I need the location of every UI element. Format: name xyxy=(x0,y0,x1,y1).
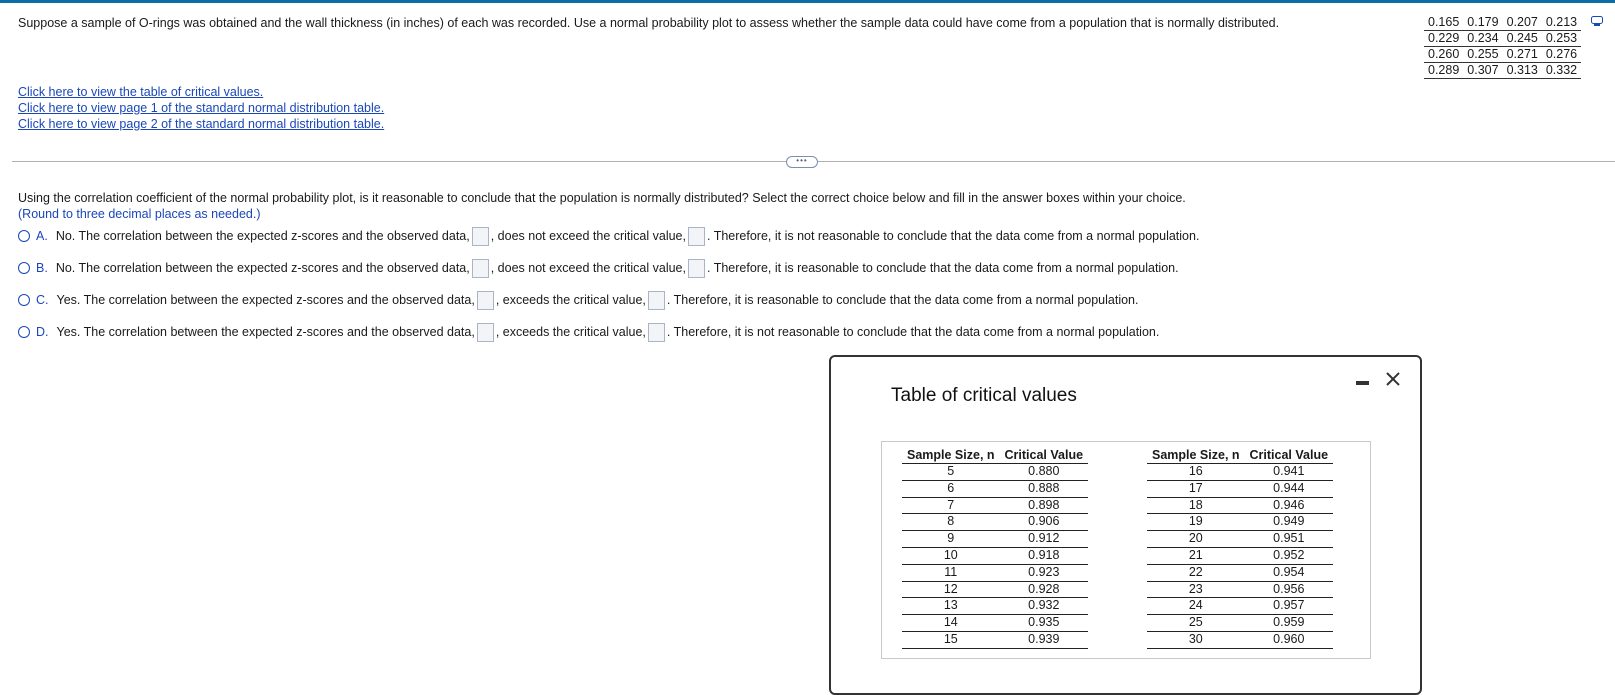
critical-values-dialog xyxy=(829,355,1422,695)
critical-value-cell: 0.928 xyxy=(1000,581,1089,598)
radio-button[interactable] xyxy=(18,294,30,306)
sample-data-cell: 0.271 xyxy=(1503,47,1542,63)
sample-size-cell: 13 xyxy=(902,598,1000,615)
critical-value-cell: 0.956 xyxy=(1245,581,1334,598)
choice-letter: D. xyxy=(36,325,49,339)
instruction-text: Using the correlation coefficient of the normal probability plot, is it reasonable to conclude that the population is normally distributed? Select the correct choice below and fill in the answer boxes within your choice. xyxy=(18,191,1186,205)
correlation-answer-box[interactable] xyxy=(472,227,489,246)
critical-value-cell: 0.932 xyxy=(1000,598,1089,615)
sample-data-table xyxy=(1424,15,1581,79)
rounding-note: (Round to three decimal places as needed.) xyxy=(18,207,261,221)
critical-value-cell: 0.960 xyxy=(1245,631,1334,648)
sample-size-cell: 30 xyxy=(1147,631,1245,648)
sample-data-cell: 0.179 xyxy=(1463,15,1502,31)
critical-value-row xyxy=(1147,531,1333,548)
radio-button[interactable] xyxy=(18,262,30,274)
critical-value-cell: 0.957 xyxy=(1245,598,1334,615)
critical-value-row xyxy=(902,564,1088,581)
sample-size-cell: 11 xyxy=(902,564,1000,581)
critical-value-row xyxy=(902,615,1088,632)
choice-text-part3: . Therefore, it is not reasonable to conclude that the data come from a normal population. xyxy=(707,229,1200,243)
sample-size-cell: 23 xyxy=(1147,581,1245,598)
header-sample-size: Sample Size, n xyxy=(902,447,1000,464)
normal-table-page2-link[interactable]: Click here to view page 2 of the standard normal distribution table. xyxy=(18,117,385,131)
sample-size-cell: 18 xyxy=(1147,497,1245,514)
critical-value-answer-box[interactable] xyxy=(648,323,665,342)
critical-value-cell: 0.959 xyxy=(1245,615,1334,632)
choice-letter: A. xyxy=(36,229,48,243)
sample-size-cell: 14 xyxy=(902,615,1000,632)
critical-value-row xyxy=(1147,564,1333,581)
critical-value-row xyxy=(902,497,1088,514)
critical-value-cell: 0.951 xyxy=(1245,531,1334,548)
help-links xyxy=(18,84,384,132)
critical-values-table-right xyxy=(1147,447,1333,649)
critical-value-cell: 0.880 xyxy=(1000,464,1089,481)
critical-value-row xyxy=(1147,464,1333,481)
choice-c[interactable] xyxy=(18,290,1138,310)
close-icon[interactable] xyxy=(1381,367,1405,391)
critical-value-row xyxy=(1147,581,1333,598)
choice-text-part2: , exceeds the critical value, xyxy=(495,325,646,339)
minimize-icon[interactable] xyxy=(1356,381,1369,385)
normal-table-page1-link[interactable]: Click here to view page 1 of the standard normal distribution table. xyxy=(18,101,385,115)
sample-size-cell: 17 xyxy=(1147,480,1245,497)
sample-size-cell: 10 xyxy=(902,547,1000,564)
instructions xyxy=(18,190,1186,222)
top-accent-bar xyxy=(0,0,1615,3)
radio-button[interactable] xyxy=(18,230,30,242)
sample-size-cell: 9 xyxy=(902,531,1000,548)
critical-values-panel xyxy=(881,441,1371,659)
critical-value-cell: 0.935 xyxy=(1000,615,1089,632)
choice-text-part1: Yes. The correlation between the expected z-scores and the observed data, xyxy=(56,325,475,339)
choice-text-part1: Yes. The correlation between the expected z-scores and the observed data, xyxy=(56,293,475,307)
critical-value-row xyxy=(902,547,1088,564)
sample-data-cell: 0.307 xyxy=(1463,63,1502,79)
sample-size-cell: 8 xyxy=(902,514,1000,531)
sample-data-row xyxy=(1424,63,1581,79)
sample-data-cell: 0.332 xyxy=(1542,63,1581,79)
choice-b[interactable] xyxy=(18,258,1179,278)
critical-value-cell: 0.923 xyxy=(1000,564,1089,581)
critical-value-cell: 0.898 xyxy=(1000,497,1089,514)
choice-text-part1: No. The correlation between the expected z-scores and the observed data, xyxy=(55,229,470,243)
critical-value-cell: 0.944 xyxy=(1245,480,1334,497)
critical-value-row xyxy=(1147,598,1333,615)
sample-data-row xyxy=(1424,15,1581,31)
sample-size-cell: 25 xyxy=(1147,615,1245,632)
sample-data-cell: 0.229 xyxy=(1424,31,1463,47)
question-text: Suppose a sample of O-rings was obtained and the wall thickness (in inches) of each was recorded. Use a normal probability plot to assess whether the sample data could have come from a population that is normally distributed. xyxy=(18,16,1280,30)
sample-size-cell: 16 xyxy=(1147,464,1245,481)
choice-text-part2: , does not exceed the critical value, xyxy=(490,229,686,243)
choice-text-part2: , exceeds the critical value, xyxy=(495,293,646,307)
sample-size-cell: 12 xyxy=(902,581,1000,598)
critical-value-cell: 0.912 xyxy=(1000,531,1089,548)
critical-value-row xyxy=(902,581,1088,598)
critical-value-row xyxy=(1147,615,1333,632)
choice-text-part1: No. The correlation between the expected z-scores and the observed data, xyxy=(55,261,470,275)
sample-data-cell: 0.313 xyxy=(1503,63,1542,79)
critical-value-cell: 0.888 xyxy=(1000,480,1089,497)
critical-value-answer-box[interactable] xyxy=(648,291,665,310)
sample-data-cell: 0.253 xyxy=(1542,31,1581,47)
critical-value-row xyxy=(1147,497,1333,514)
critical-value-row xyxy=(1147,480,1333,497)
expand-handle[interactable]: ••• xyxy=(786,156,818,168)
critical-value-row xyxy=(902,514,1088,531)
critical-value-row xyxy=(902,631,1088,648)
header-sample-size: Sample Size, n xyxy=(1147,447,1245,464)
sample-data-cell: 0.245 xyxy=(1503,31,1542,47)
choice-text-part3: . Therefore, it is reasonable to conclude that the data come from a normal population. xyxy=(666,293,1139,307)
choice-letter: B. xyxy=(36,261,48,275)
correlation-answer-box[interactable] xyxy=(477,323,494,342)
critical-value-row xyxy=(902,531,1088,548)
radio-button[interactable] xyxy=(18,326,30,338)
critical-values-link[interactable]: Click here to view the table of critical values. xyxy=(18,85,264,99)
sample-size-cell: 22 xyxy=(1147,564,1245,581)
sample-size-cell: 5 xyxy=(902,464,1000,481)
sample-data-cell: 0.207 xyxy=(1503,15,1542,31)
copy-data-icon[interactable] xyxy=(1591,16,1603,27)
critical-value-row xyxy=(1147,547,1333,564)
critical-value-row xyxy=(1147,631,1333,648)
critical-value-cell: 0.918 xyxy=(1000,547,1089,564)
sample-data-cell: 0.234 xyxy=(1463,31,1502,47)
sample-size-cell: 15 xyxy=(902,631,1000,648)
choice-d[interactable] xyxy=(18,322,1159,342)
correlation-answer-box[interactable] xyxy=(477,291,494,310)
critical-value-answer-box[interactable] xyxy=(688,259,705,278)
choice-letter: C. xyxy=(36,293,49,307)
choice-text-part3: . Therefore, it is not reasonable to conclude that the data come from a normal population. xyxy=(666,325,1160,339)
sample-data-cell: 0.276 xyxy=(1542,47,1581,63)
sample-size-cell: 24 xyxy=(1147,598,1245,615)
choice-text-part3: . Therefore, it is reasonable to conclude that the data come from a normal population. xyxy=(707,261,1179,275)
critical-value-cell: 0.949 xyxy=(1245,514,1334,531)
header-critical-value: Critical Value xyxy=(1000,447,1089,464)
critical-value-row xyxy=(1147,514,1333,531)
sample-data-cell: 0.165 xyxy=(1424,15,1463,31)
sample-data-cell: 0.213 xyxy=(1542,15,1581,31)
sample-data-row xyxy=(1424,31,1581,47)
dialog-title: Table of critical values xyxy=(891,385,1077,406)
sample-data-cell: 0.289 xyxy=(1424,63,1463,79)
critical-value-row xyxy=(902,598,1088,615)
sample-size-cell: 20 xyxy=(1147,531,1245,548)
sample-data-cell: 0.255 xyxy=(1463,47,1502,63)
sample-data-cell: 0.260 xyxy=(1424,47,1463,63)
critical-value-row xyxy=(902,464,1088,481)
sample-size-cell: 7 xyxy=(902,497,1000,514)
sample-size-cell: 19 xyxy=(1147,514,1245,531)
sample-size-cell: 6 xyxy=(902,480,1000,497)
critical-value-answer-box[interactable] xyxy=(688,227,705,246)
sample-size-cell: 21 xyxy=(1147,547,1245,564)
critical-value-cell: 0.946 xyxy=(1245,497,1334,514)
critical-value-cell: 0.954 xyxy=(1245,564,1334,581)
correlation-answer-box[interactable] xyxy=(472,259,489,278)
critical-value-cell: 0.941 xyxy=(1245,464,1334,481)
critical-value-cell: 0.906 xyxy=(1000,514,1089,531)
critical-value-cell: 0.952 xyxy=(1245,547,1334,564)
critical-values-table-left xyxy=(902,447,1088,649)
choice-text-part2: , does not exceed the critical value, xyxy=(490,261,686,275)
sample-data-row xyxy=(1424,47,1581,63)
critical-value-cell: 0.939 xyxy=(1000,631,1089,648)
header-critical-value: Critical Value xyxy=(1245,447,1334,464)
choice-a[interactable] xyxy=(18,226,1199,246)
critical-value-row xyxy=(902,480,1088,497)
